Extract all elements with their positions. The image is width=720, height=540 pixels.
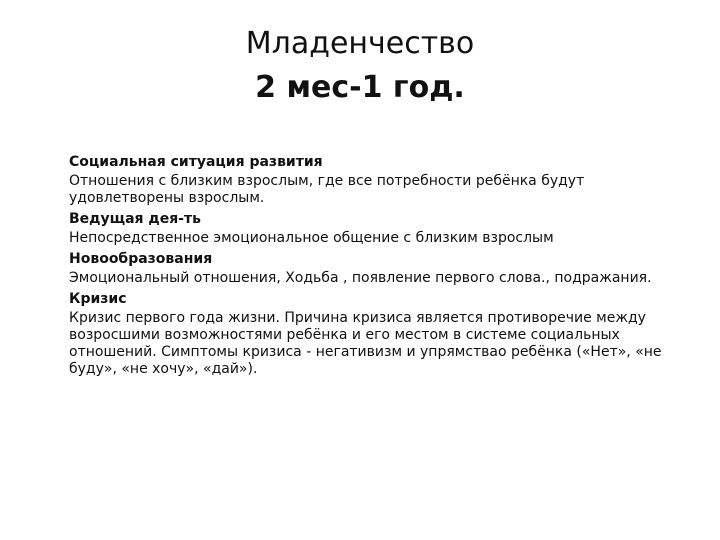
section-text: Эмоциональный отношения, Ходьба , появление первого слова., подражания. [69,270,652,286]
section-neoformations [69,249,689,289]
section-text: Кризис первого года жизни. Причина кризиса является противоречие между возросшими возможностями ребёнка и его местом в системе социальных отношений. Симптомы кризиса - негативизм и упрямстваo ребёнка («Нет», «не буду», «не хочу», «дай»). [69,310,662,377]
slide-content [69,152,689,380]
slide-title [180,22,540,110]
section-heading: Кризис [69,291,127,307]
section-text: Непосредственное эмоциональное общение с близким взрослым [69,230,554,246]
title-line-period-name: Младенчество [245,26,475,61]
section-heading: Новообразования [69,251,213,267]
section-social-situation [69,152,689,209]
section-heading: Ведущая дея-ть [69,211,201,227]
section-heading: Социальная ситуация развития [69,154,323,170]
section-leading-activity [69,209,689,249]
title-line-age-range: 2 мес-1 год. [255,70,465,105]
section-text: Отношения с близким взрослым, где все потребности ребёнка будут удовлетворены взрослым. [69,173,585,206]
section-crisis [69,289,689,380]
